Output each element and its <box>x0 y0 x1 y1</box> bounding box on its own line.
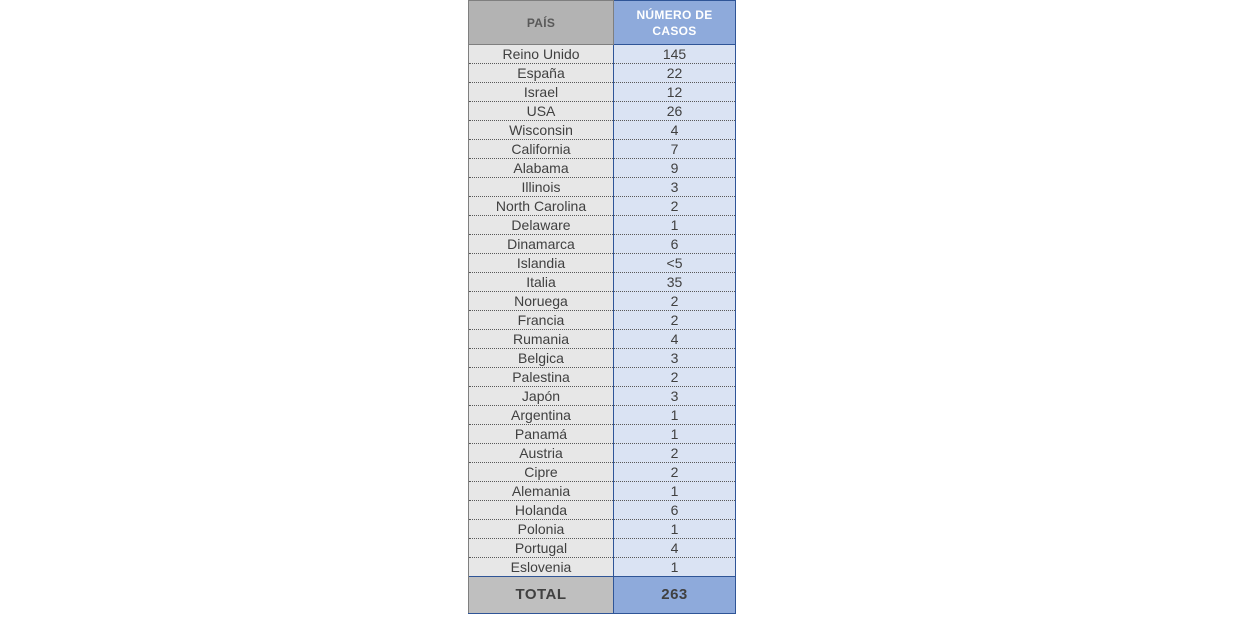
cases-cell: 1 <box>614 425 736 444</box>
country-cell: España <box>469 64 614 83</box>
cases-cell: 2 <box>614 444 736 463</box>
country-cell: Japón <box>469 387 614 406</box>
cases-cell: <5 <box>614 254 736 273</box>
table-row <box>469 216 736 235</box>
cases-cell: 2 <box>614 463 736 482</box>
table-row <box>469 539 736 558</box>
table-row <box>469 45 736 64</box>
column-header-country: PAÍS <box>469 1 614 45</box>
cases-cell: 145 <box>614 45 736 64</box>
table-row <box>469 102 736 121</box>
country-cell: California <box>469 140 614 159</box>
column-header-cases-line1: NÚMERO DE <box>636 7 713 22</box>
cases-cell: 1 <box>614 216 736 235</box>
country-cell: Italia <box>469 273 614 292</box>
cases-cell: 6 <box>614 501 736 520</box>
country-cell: Panamá <box>469 425 614 444</box>
table-row <box>469 482 736 501</box>
cases-table-container <box>468 0 735 614</box>
cases-cell: 22 <box>614 64 736 83</box>
cases-cell: 3 <box>614 349 736 368</box>
country-cell: Portugal <box>469 539 614 558</box>
table-row <box>469 64 736 83</box>
table-row <box>469 178 736 197</box>
cases-cell: 3 <box>614 178 736 197</box>
table-row <box>469 368 736 387</box>
table-row <box>469 197 736 216</box>
cases-cell: 2 <box>614 311 736 330</box>
table-row <box>469 311 736 330</box>
cases-cell: 9 <box>614 159 736 178</box>
cases-cell: 35 <box>614 273 736 292</box>
cases-cell: 1 <box>614 558 736 577</box>
cases-cell: 1 <box>614 520 736 539</box>
country-cell: Palestina <box>469 368 614 387</box>
table-body <box>469 45 736 577</box>
country-cell: Austria <box>469 444 614 463</box>
total-value: 263 <box>614 577 736 614</box>
country-cell: Noruega <box>469 292 614 311</box>
country-cell: Cipre <box>469 463 614 482</box>
table-row <box>469 425 736 444</box>
country-cell: Reino Unido <box>469 45 614 64</box>
table-row <box>469 520 736 539</box>
cases-cell: 4 <box>614 330 736 349</box>
cases-by-country-table <box>468 0 736 614</box>
cases-cell: 4 <box>614 539 736 558</box>
cases-cell: 1 <box>614 482 736 501</box>
table-row <box>469 349 736 368</box>
table-row <box>469 444 736 463</box>
country-cell: USA <box>469 102 614 121</box>
table-row <box>469 121 736 140</box>
country-cell: Polonia <box>469 520 614 539</box>
table-row <box>469 501 736 520</box>
country-cell: Alabama <box>469 159 614 178</box>
cases-cell: 12 <box>614 83 736 102</box>
table-row <box>469 463 736 482</box>
cases-cell: 26 <box>614 102 736 121</box>
table-row <box>469 254 736 273</box>
country-cell: Delaware <box>469 216 614 235</box>
cases-cell: 1 <box>614 406 736 425</box>
table-row <box>469 83 736 102</box>
table-row <box>469 273 736 292</box>
country-cell: Israel <box>469 83 614 102</box>
table-row <box>469 387 736 406</box>
country-cell: Dinamarca <box>469 235 614 254</box>
cases-cell: 3 <box>614 387 736 406</box>
cases-cell: 7 <box>614 140 736 159</box>
table-row <box>469 159 736 178</box>
cases-cell: 4 <box>614 121 736 140</box>
total-label: TOTAL <box>469 577 614 614</box>
cases-cell: 2 <box>614 197 736 216</box>
country-cell: Belgica <box>469 349 614 368</box>
country-cell: Islandia <box>469 254 614 273</box>
cases-cell: 6 <box>614 235 736 254</box>
country-cell: Alemania <box>469 482 614 501</box>
table-row <box>469 292 736 311</box>
header-row <box>469 1 736 45</box>
country-cell: Holanda <box>469 501 614 520</box>
total-row <box>469 577 736 614</box>
country-cell: North Carolina <box>469 197 614 216</box>
cases-cell: 2 <box>614 368 736 387</box>
column-header-cases <box>614 1 736 45</box>
table-row <box>469 235 736 254</box>
country-cell: Eslovenia <box>469 558 614 577</box>
table-row <box>469 330 736 349</box>
table-row <box>469 140 736 159</box>
column-header-cases-line2: CASOS <box>652 23 697 38</box>
country-cell: Illinois <box>469 178 614 197</box>
cases-cell: 2 <box>614 292 736 311</box>
country-cell: Wisconsin <box>469 121 614 140</box>
country-cell: Rumania <box>469 330 614 349</box>
table-row <box>469 406 736 425</box>
country-cell: Argentina <box>469 406 614 425</box>
country-cell: Francia <box>469 311 614 330</box>
table-row <box>469 558 736 577</box>
